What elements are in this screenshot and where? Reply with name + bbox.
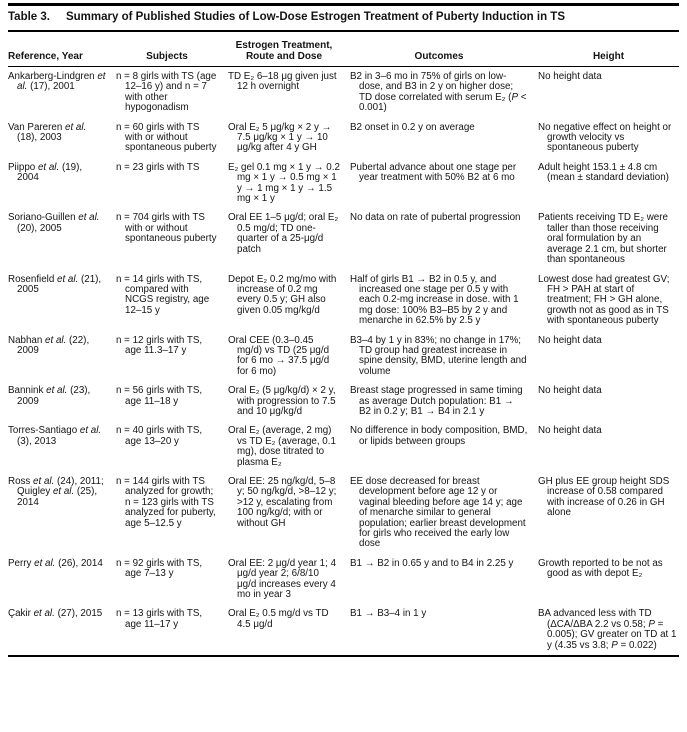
cell-reference (8, 158, 116, 209)
cell-treatment (228, 331, 350, 382)
cell-text: Lowest dose had greatest GV; FH > PAH at start of treatment; FH > GH alone, growth not as good as in TS with spontaneous puberty (538, 273, 670, 327)
cell-text: Torres-Santiago et al. (3), 2013 (8, 425, 102, 447)
cell-subjects (116, 331, 228, 382)
table-row (8, 421, 679, 472)
cell-text: EE dose decreased for breast development before age 12 y or vaginal bleeding before age 14 y; age of menarche similar to general population; earlier breast development for girls who received the early low dose (350, 476, 526, 550)
cell-text: Nabhan et al. (22), 2009 (8, 334, 90, 356)
cell-text: No height data (538, 71, 602, 82)
cell-height (538, 270, 679, 331)
cell-treatment (228, 472, 350, 554)
cell-text: Oral E₂ 5 μg/kg × 2 y → 7.5 μg/kg × 1 y → 10 μg/kg after 4 y GH (228, 121, 332, 154)
cell-outcomes (350, 67, 538, 118)
cell-outcomes (350, 158, 538, 209)
cell-subjects (116, 421, 228, 472)
cell-outcomes (350, 118, 538, 158)
cell-outcomes (350, 604, 538, 656)
cell-outcomes (350, 208, 538, 269)
cell-text: No negative effect on height or growth velocity vs spontaneous puberty (538, 121, 672, 154)
cell-reference (8, 331, 116, 382)
cell-subjects (116, 158, 228, 209)
cell-text: Depot E₂ 0.2 mg/mo with increase of 0.2 mg every 0.5 y; GH also given 0.05 mg/kg/d (228, 273, 337, 316)
cell-text: Half of girls B1 → B2 in 0.5 y, and increased one stage per 0.5 y with each 0.2-mg increase in dose. with 1 mg dose: 100% B3–B5 by 2 y and menarche in 62.5% by 2.5 y (350, 273, 519, 327)
cell-height (538, 67, 679, 118)
cell-text: Oral E₂ (average, 2 mg) vs TD E₂ (average, 0.1 mg), dose titrated to plasma E₂ (228, 425, 336, 468)
cell-treatment (228, 421, 350, 472)
cell-text: Pubertal advance about one stage per year treatment with 50% B2 at 6 mo (350, 161, 517, 184)
cell-outcomes (350, 554, 538, 605)
cell-treatment (228, 118, 350, 158)
cell-text: Van Pareren et al. (18), 2003 (8, 121, 87, 144)
column-header-outcomes: Outcomes (350, 32, 538, 67)
cell-text: No data on rate of pubertal progression (350, 212, 521, 224)
cell-treatment (228, 554, 350, 605)
column-header-treatment: Estrogen Treatment, Route and Dose (228, 32, 350, 67)
column-header-height: Height (538, 32, 679, 67)
cell-treatment (228, 381, 350, 421)
cell-text: B1 → B3–4 in 1 y (350, 608, 427, 620)
cell-height (538, 604, 679, 656)
cell-text: B2 onset in 0.2 y on average (350, 121, 475, 133)
cell-outcomes (350, 381, 538, 421)
cell-text: n = 704 girls with TS with or without spontaneous puberty (116, 212, 217, 245)
cell-text: n = 8 girls with TS (age 12–16 y) and n = 7 with other hypogonadism (116, 71, 217, 114)
cell-text: Adult height 153.1 ± 4.8 cm (mean ± standard deviation) (538, 161, 669, 184)
cell-text: n = 40 girls with TS, age 13–20 y (116, 425, 203, 447)
cell-treatment (228, 270, 350, 331)
table-row (8, 604, 679, 656)
table-row (8, 381, 679, 421)
table-body (8, 67, 679, 657)
cell-text: Bannink et al. (23), 2009 (8, 385, 91, 407)
cell-text: n = 13 girls with TS, age 11–17 y (116, 608, 203, 630)
cell-reference (8, 472, 116, 554)
cell-text: Ankarberg-Lindgren et al. (17), 2001 (8, 71, 106, 93)
table-row (8, 270, 679, 331)
table-title: Summary of Published Studies of Low-Dose Estrogen Treatment of Puberty Induction in TS (65, 11, 565, 23)
cell-height (538, 208, 679, 269)
studies-table (8, 32, 679, 657)
cell-subjects (116, 554, 228, 605)
cell-text: n = 12 girls with TS, age 11.3–17 y (116, 334, 203, 356)
cell-text: GH plus EE group height SDS increase of 0.58 compared with increase of 0.26 in GH alone (538, 476, 670, 519)
cell-height (538, 421, 679, 472)
cell-subjects (116, 472, 228, 554)
cell-text: E₂ gel 0.1 mg × 1 y → 0.2 mg × 1 y → 0.5 mg × 1 y → 1 mg × 1 y → 1.5 mg × 1 y (228, 161, 340, 205)
cell-text: BA advanced less with TD (ΔCA/ΔBA 2.2 vs 0.58; P = 0.005); GV greater on TD at 1 y (4.35 vs 3.8; P = 0.022) (538, 608, 677, 651)
cell-subjects (116, 604, 228, 656)
cell-text: Perry et al. (26), 2014 (8, 557, 103, 569)
cell-text: Ross et al. (24), 2011; Quigley et al. (25), 2014 (8, 476, 104, 508)
cell-reference (8, 270, 116, 331)
cell-text: Patients receiving TD E₂ were taller than those receiving oral formulation by an average 2.1 cm, but shorter than spontaneous (538, 212, 668, 266)
cell-outcomes (350, 270, 538, 331)
cell-height (538, 554, 679, 605)
cell-reference (8, 118, 116, 158)
cell-height (538, 118, 679, 158)
cell-subjects (116, 208, 228, 269)
cell-text: Rosenfield et al. (21), 2005 (8, 273, 102, 295)
table-row (8, 208, 679, 269)
cell-outcomes (350, 472, 538, 554)
table-row (8, 118, 679, 158)
cell-height (538, 158, 679, 209)
cell-text: No height data (538, 425, 602, 437)
cell-subjects (116, 381, 228, 421)
cell-text: Soriano-Guillen et al. (20), 2005 (8, 212, 100, 234)
cell-reference (8, 554, 116, 605)
table-row (8, 158, 679, 209)
cell-text: Oral EE: 2 μg/d year 1; 4 μg/d year 2; 6/8/10 μg/d increases every 4 mo in year 3 (228, 557, 337, 601)
cell-text: B3–4 by 1 y in 83%; no change in 17%; TD group had greatest increase in spine density, BMD, uterine length and volume (350, 334, 527, 377)
cell-text: n = 56 girls with TS, age 11–18 y (116, 385, 203, 407)
cell-text: No difference in body composition, BMD, or lipids between groups (350, 425, 528, 447)
cell-height (538, 381, 679, 421)
cell-text: n = 14 girls with TS, compared with NCGS registry, age 12–15 y (116, 273, 210, 316)
cell-outcomes (350, 331, 538, 382)
cell-height (538, 331, 679, 382)
table-row (8, 554, 679, 605)
cell-treatment (228, 158, 350, 209)
cell-subjects (116, 118, 228, 158)
table-number-label: Table 3. (8, 11, 50, 23)
cell-treatment (228, 604, 350, 656)
cell-text: B2 in 3–6 mo in 75% of girls on low-dose, and B3 in 2 y on higher dose; TD dose correlated with serum E₂ (P < 0.001) (350, 71, 527, 114)
table-row (8, 472, 679, 554)
table-header (8, 32, 679, 67)
cell-text: n = 92 girls with TS, age 7–13 y (116, 557, 203, 580)
table-row (8, 331, 679, 382)
cell-text: Çakir et al. (27), 2015 (8, 608, 103, 620)
cell-reference (8, 208, 116, 269)
cell-text: No height data (538, 334, 602, 346)
cell-text: Breast stage progressed in same timing as average Dutch population: B1 → B2 in 0.2 y; B1 → B4 in 2.1 y (350, 385, 523, 417)
cell-reference (8, 604, 116, 656)
cell-text: B1 → B2 in 0.65 y and to B4 in 2.25 y (350, 557, 514, 569)
cell-text: TD E₂ 6–18 μg given just 12 h overnight (228, 71, 337, 93)
column-header-reference: Reference, Year (8, 32, 116, 67)
table-row (8, 67, 679, 118)
cell-height (538, 472, 679, 554)
cell-text: Oral EE: 25 ng/kg/d, 5–8 y; 50 ng/kg/d, >8–12 y; >12 y, escalating from 100 ng/kg/d; with or without GH (228, 476, 337, 529)
table-title-bar (8, 3, 679, 32)
cell-treatment (228, 208, 350, 269)
cell-text: Oral EE 1–5 μg/d; oral E₂ 0.5 mg/d; TD one-quarter of a 25-μg/d patch (228, 212, 339, 255)
cell-text: Oral CEE (0.3–0.45 mg/d) vs TD (25 μg/d for 6 mo → 37.5 μg/d for 6 mo) (228, 334, 330, 377)
cell-subjects (116, 270, 228, 331)
cell-text: Piippo et al. (19), 2004 (8, 161, 83, 184)
cell-text: Oral E₂ (5 μg/kg/d) × 2 y, with progression to 7.5 and 10 μg/kg/d (228, 385, 336, 417)
cell-subjects (116, 67, 228, 118)
header-row (8, 32, 679, 67)
cell-outcomes (350, 421, 538, 472)
cell-text: n = 23 girls with TS (116, 161, 200, 173)
cell-text: n = 144 girls with TS analyzed for growth; n = 123 girls with TS analyzed for puberty, age 5–12.5 y (116, 476, 216, 529)
column-header-subjects: Subjects (116, 32, 228, 67)
cell-reference (8, 67, 116, 118)
cell-reference (8, 381, 116, 421)
cell-text: Oral E₂ 0.5 mg/d vs TD 4.5 μg/d (228, 608, 329, 630)
cell-reference (8, 421, 116, 472)
cell-text: Growth reported to be not as good as with depot E₂ (538, 557, 663, 580)
cell-text: n = 60 girls with TS with or without spontaneous puberty (116, 121, 217, 154)
cell-text: No height data (538, 385, 602, 397)
cell-treatment (228, 67, 350, 118)
